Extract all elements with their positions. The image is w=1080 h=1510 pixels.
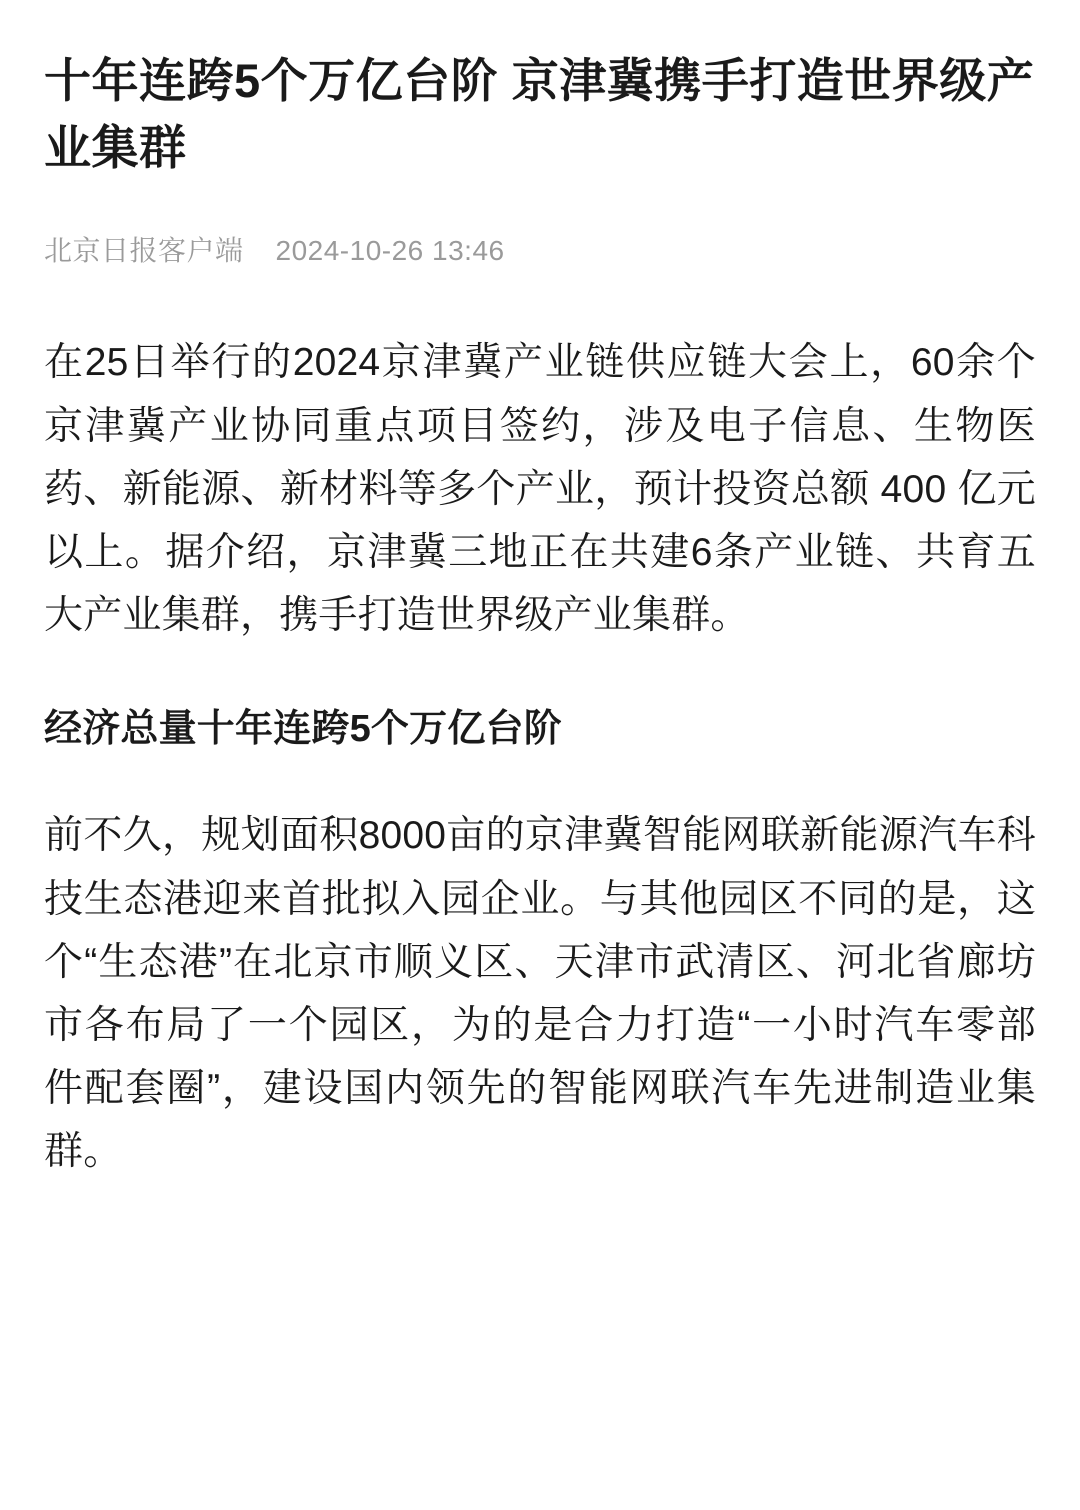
article-subheading: 经济总量十年连跨5个万亿台阶 [44,708,562,751]
article-paragraph: 在25日举行的2024京津冀产业链供应链大会上，60余个京津冀产业协同重点项目签约，涉及电子信息、生物医药、新能源、新材料等多个产业，预计投资总额 400 亿元以上。据介绍，京津冀三地正在共建6条产业链、共育五大产业集群，携手打造世界级产业集群。 [44,341,1036,638]
article-body [44,331,1036,1183]
article-source: 北京日报客户端 [44,235,244,267]
article-paragraph: 前不久，规划面积8000亩的京津冀智能网联新能源汽车科技生态港迎来首批拟入园企业。与其他园区不同的是，这个“生态港”在北京市顺义区、天津市武清区、河北省廊坊市各布局了一个园区，为的是合力打造“一小时汽车零部件配套圈”，建设国内领先的智能网联汽车先进制造业集群。 [44,814,1036,1174]
article-meta [44,229,1036,269]
page-title: 十年连跨5个万亿台阶 京津冀携手打造世界级产业集群 [44,54,1035,174]
article-timestamp: 2024-10-26 13:46 [275,235,505,267]
